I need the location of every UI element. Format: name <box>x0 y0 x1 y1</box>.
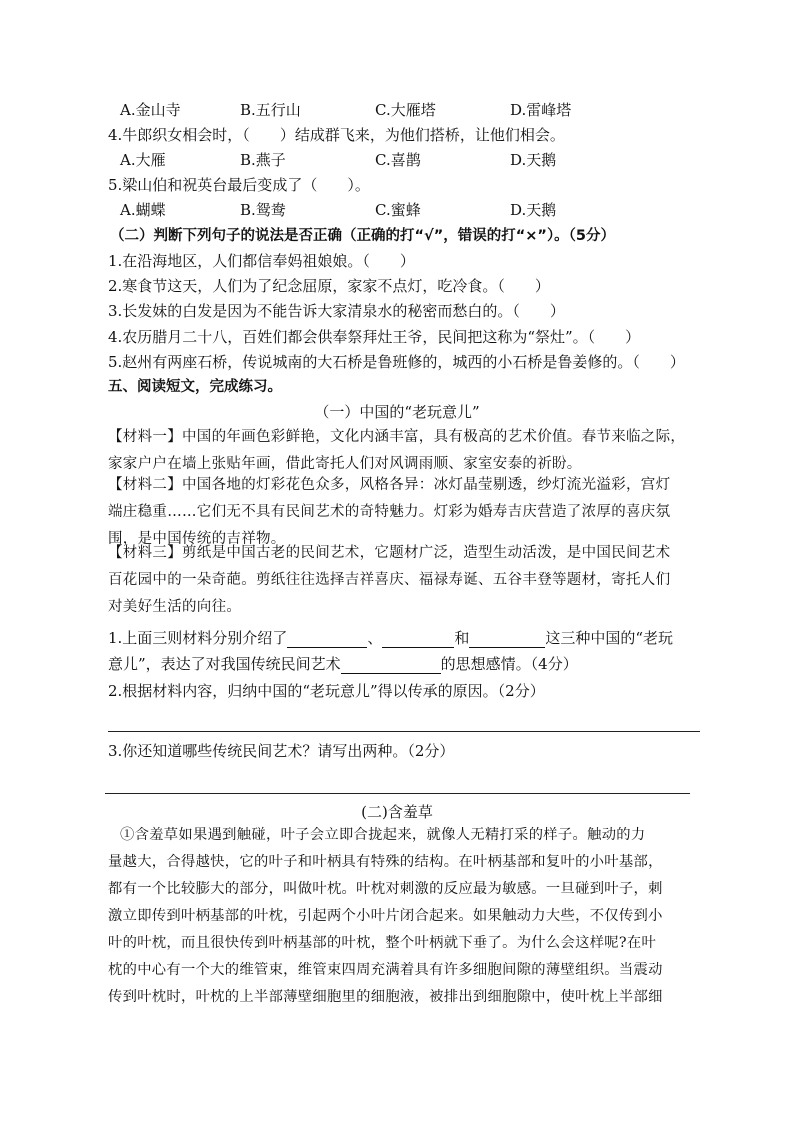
reading-q1-text-c: 意儿”，表达了对我国传统民间艺术 <box>108 655 341 673</box>
material-3-line-2: 百花园中的一朵奇葩。剪纸往往选择吉祥喜庆、福禄寿诞、五谷丰登等题材，寄托人们 <box>108 572 671 588</box>
passage2-line-7: 传到叶枕时，叶枕的上半部薄壁细胞里的细胞液，被排出到细胞隙中，使叶枕上半部细 <box>108 989 663 1005</box>
reading-q3: 3.你还知道哪些传统民间艺术？请写出两种。（2分） <box>108 742 455 760</box>
reading-q1-line-2 <box>108 654 578 674</box>
q4-option-b[interactable]: B.燕子 <box>240 151 286 169</box>
tf-item-5[interactable]: 5.赵州有两座石桥，传说城南的大石桥是鲁班修的，城西的小石桥是鲁姜修的。（ ） <box>108 353 685 371</box>
passage2-line-6: 枕的中心有一个大的维管束，维管束四周充满着具有许多细胞间隙的薄壁组织。当震动 <box>108 962 663 978</box>
q5-option-b[interactable]: B.鸳鸯 <box>240 201 286 219</box>
reading-q2: 2.根据材料内容，归纳中国的“老玩意儿”得以传承的原因。（2分） <box>108 682 545 700</box>
answer-line-q3[interactable] <box>105 793 690 794</box>
material-1 <box>108 424 700 478</box>
answer-line-q2[interactable] <box>108 731 700 732</box>
material-2-line-3: 围，是中国传统的吉祥物。 <box>108 531 286 547</box>
passage2-line-1: ①含羞草如果遇到触碰，叶子会立即合拢起来，就像人无精打采的样子。触动的力 <box>120 827 646 843</box>
material-3 <box>108 540 700 621</box>
tf-item-1[interactable]: 1.在沿海地区，人们都信奉妈祖娘娘。（ ） <box>108 252 415 270</box>
reading-q1-sep-2: 和 <box>454 629 470 647</box>
passage2-line-4: 激立即传到叶柄基部的叶枕，引起两个小叶片闭合起来。如果触动力大些，不仅传到小 <box>108 908 663 924</box>
material-3-line-1: 【材料三】剪纸是中国古老的民间艺术，它题材广泛，造型生动活泼，是中国民间艺术 <box>108 545 671 561</box>
material-1-line-2: 家家户户在墙上张贴年画，借此寄托人们对风调雨顺、家室安泰的祈盼。 <box>108 456 582 472</box>
tf-item-2[interactable]: 2.寒食节这天，人们为了纪念屈原，家家不点灯，吃冷食。（ ） <box>108 277 550 295</box>
q4-option-c[interactable]: C.喜鹊 <box>375 151 421 169</box>
answer-blank-3[interactable] <box>469 631 545 648</box>
passage2-line-3: 都有一个比较膨大的部分，叫做叶枕。叶枕对刺激的反应最为敏感。一旦碰到叶子，刺 <box>108 881 663 897</box>
reading-q1-text-b: 这三种中国的“老玩 <box>545 629 674 647</box>
answer-blank-4[interactable] <box>341 657 441 674</box>
q3-option-a[interactable]: A.金山寺 <box>120 101 181 119</box>
passage2-line-5: 叶的叶枕，而且很快传到叶柄基部的叶枕，整个叶柄就下垂了。为什么会这样呢?在叶 <box>108 935 657 951</box>
section2-heading: （二）判断下列句子的说法是否正确（正确的打“√”，错误的打“×”）。（5分） <box>110 228 616 244</box>
q5-option-a[interactable]: A.蝴蝶 <box>120 201 166 219</box>
material-2-line-2: 端庄稳重……它们无不具有民间艺术的奇特魅力。灯彩为婚寿吉庆营造了浓厚的喜庆氛 <box>108 504 671 520</box>
reading-q1-line-1 <box>108 628 673 648</box>
q5-stem: 5.梁山伯和祝英台最后变成了（ ）。 <box>108 176 370 194</box>
material-3-line-3: 对美好生活的向往。 <box>108 599 242 615</box>
reading-q1-text-a: 1.上面三则材料分别介绍了 <box>108 629 288 647</box>
reading-q1-text-d: 的思想感情。（4分） <box>440 655 578 673</box>
tf-item-3[interactable]: 3.长发妹的白发是因为不能告诉大家清泉水的秘密而愁白的。（ ） <box>108 302 565 320</box>
reading-q1-sep-1: 、 <box>367 629 383 647</box>
q3-option-c[interactable]: C.大雁塔 <box>375 101 436 119</box>
q5-option-d[interactable]: D.天鹅 <box>510 201 557 219</box>
answer-blank-2[interactable] <box>382 631 454 648</box>
passage2-line-2: 量越大，合得越快，它的叶子和叶柄具有特殊的结构。在叶柄基部和复叶的小叶基部， <box>108 854 663 870</box>
answer-blank-1[interactable] <box>287 631 367 648</box>
passage1-title: （一）中国的“老玩意儿” <box>314 403 480 421</box>
q3-option-b[interactable]: B.五行山 <box>240 101 301 119</box>
q4-stem: 4.牛郎织女相会时，（ ）结成群飞来，为他们搭桥，让他们相会。 <box>108 126 565 144</box>
section5-heading: 五、阅读短文，完成练习。 <box>108 379 282 395</box>
material-1-line-1: 【材料一】中国的年画色彩鲜艳，文化内涵丰富，具有极高的艺术价值。春节来临之际， <box>108 429 686 445</box>
q3-option-d[interactable]: D.雷峰塔 <box>510 101 572 119</box>
passage2-body <box>108 822 700 1011</box>
q5-option-c[interactable]: C.蜜蜂 <box>375 201 421 219</box>
q4-option-d[interactable]: D.天鹅 <box>510 151 557 169</box>
q4-option-a[interactable]: A.大雁 <box>120 151 166 169</box>
passage2-title: (二)含羞草 <box>361 803 433 821</box>
tf-item-4[interactable]: 4.农历腊月二十八，百姓们都会供奉祭拜灶王爷，民间把这称为“祭灶”。（ ） <box>108 328 641 346</box>
material-2-line-1: 【材料二】中国各地的灯彩花色众多，风格各异：冰灯晶莹剔透，纱灯流光溢彩，宫灯 <box>108 477 671 493</box>
